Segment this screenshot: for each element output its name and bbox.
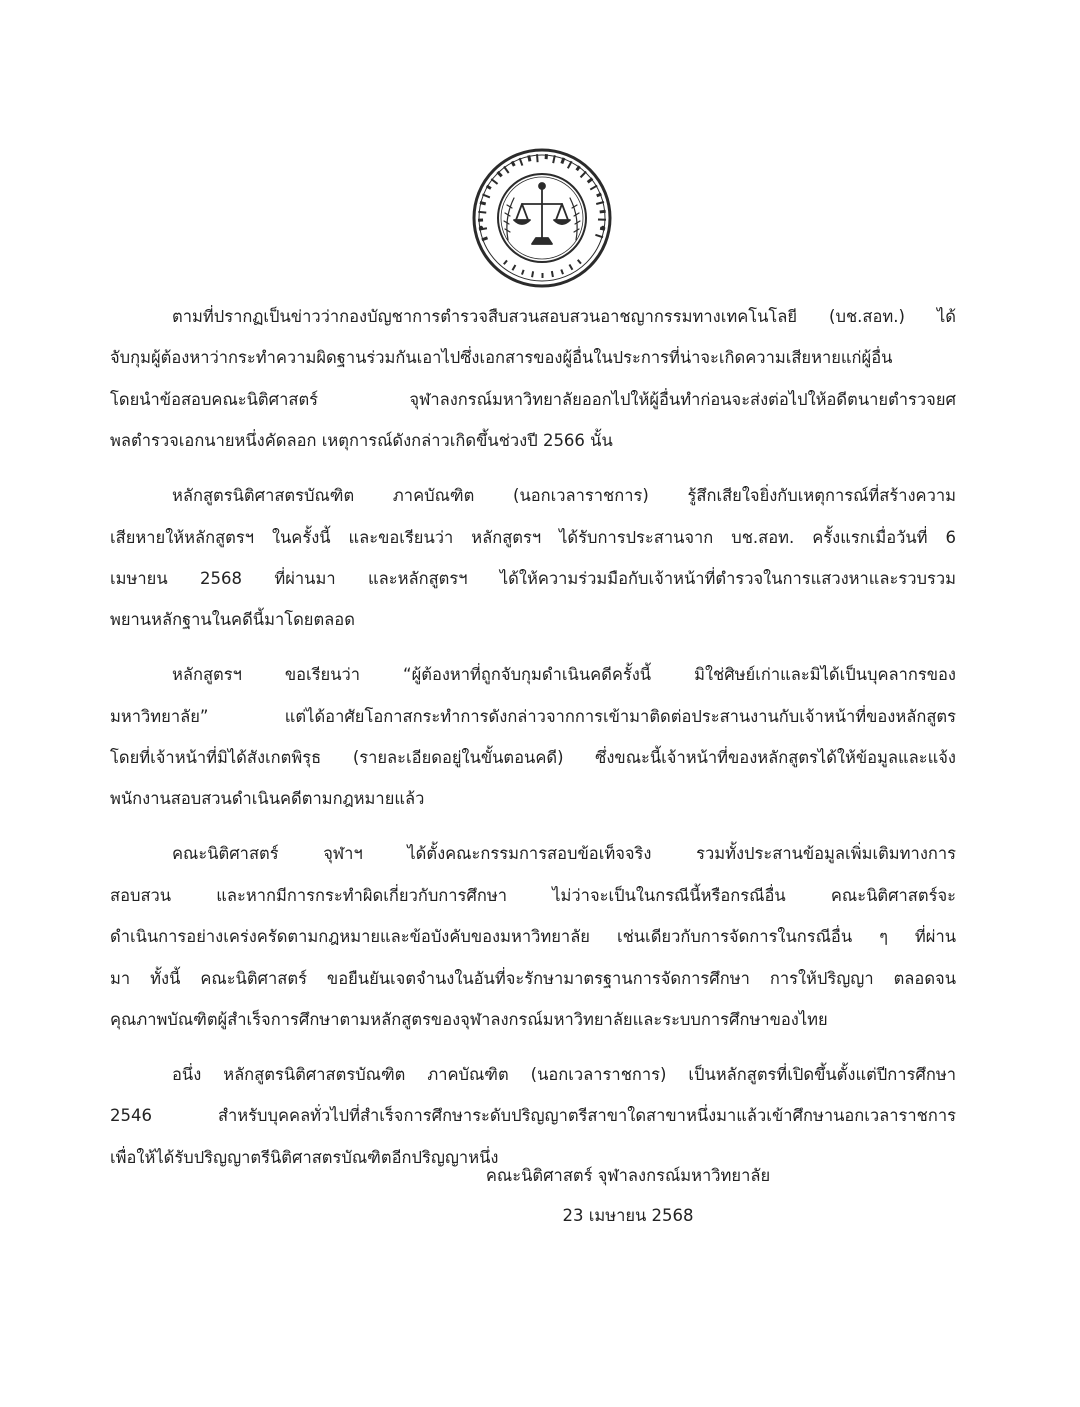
scales-of-justice-icon: [504, 183, 580, 244]
body-line: คณะนิติศาสตร์ จุฬาฯ ได้ตั้งคณะกรรมการสอบข้อเท็จจริง รวมทั้งประสานข้อมูลเพิ่มเติมทางการ: [172, 844, 956, 864]
signature-organization: คณะนิติศาสตร์ จุฬาลงกรณ์มหาวิทยาลัย: [485, 1166, 771, 1185]
body-line: เมษายน 2568 ที่ผ่านมา และหลักสูตรฯ ได้ให้ความร่วมมือกับเจ้าหน้าที่ตำรวจในการแสวงหาและรวบรวม: [110, 568, 956, 588]
signature-block: [420, 1156, 836, 1236]
signature-date: 23 เมษายน 2568: [562, 1206, 694, 1225]
body-line: โดยที่เจ้าหน้าที่มิได้สังเกตพิรุธ (รายละเอียดอยู่ในขั้นตอนคดี) ซึ่งขณะนี้เจ้าหน้าที่ของหลักสูตรได้ให้ข้อมูลและแจ้ง: [110, 748, 956, 768]
faculty-seal-emblem: [470, 146, 614, 290]
body-line: คุณภาพบัณฑิตผู้สำเร็จการศึกษาตามหลักสูตรของจุฬาลงกรณ์มหาวิทยาลัยและระบบการศึกษาของไทย: [110, 1010, 828, 1030]
body-line: พลตำรวจเอกนายหนึ่งคัดลอก เหตุการณ์ดังกล่าวเกิดขึ้นช่วงปี 2566 นั้น: [110, 431, 613, 451]
body-line: ดำเนินการอย่างเคร่งครัดตามกฎหมายและข้อบังคับของมหาวิทยาลัย เช่นเดียวกับการจัดการในกรณีอื่น ๆ ที่ผ่าน: [110, 927, 956, 947]
body-line: หลักสูตรนิติศาสตรบัณฑิต ภาคบัณฑิต (นอกเวลาราชการ) รู้สึกเสียใจยิ่งกับเหตุการณ์ที่สร้างความ: [172, 486, 956, 506]
body-line: พนักงานสอบสวนดำเนินคดีตามกฎหมายแล้ว: [110, 789, 425, 809]
paragraph-faculty-action: [110, 833, 956, 1040]
body-line: เพื่อให้ได้รับปริญญาตรีนิติศาสตรบัณฑิตอีกปริญญาหนึ่ง: [110, 1147, 499, 1167]
body-line: จับกุมผู้ต้องหาว่ากระทำความผิดฐานร่วมกันเอาไปซึ่งเอกสารของผู้อื่นในประการที่น่าจะเกิดความเสียหายแก่ผู้อื่น: [110, 348, 893, 368]
paragraph-suspect-status: [110, 654, 956, 820]
body-line: พยานหลักฐานในคดีนี้มาโดยตลอด: [110, 610, 355, 630]
faculty-seal: [470, 146, 614, 290]
body-line: สอบสวน และหากมีการกระทำผิดเกี่ยวกับการศึกษา ไม่ว่าจะเป็นในกรณีนี้หรือกรณีอื่น คณะนิติศาสตร์จะ: [110, 885, 956, 905]
body-line: เสียหายให้หลักสูตรฯ ในครั้งนี้ และขอเรียนว่า หลักสูตรฯ ได้รับการประสานจาก บช.สอท. ครั้งแรกเมื่อวันที่ 6: [110, 527, 956, 547]
paragraph-program-statement: [110, 475, 956, 641]
body-line: 2546 สำหรับบุคคลทั่วไปที่สำเร็จการศึกษาระดับปริญญาตรีสาขาใดสาขาหนึ่งมาแล้วเข้าศึกษานอกเวลาราชการ: [110, 1106, 956, 1126]
body-line: หลักสูตรฯ ขอเรียนว่า “ผู้ต้องหาที่ถูกจับกุมดำเนินคดีครั้งนี้ มิใช่ศิษย์เก่าและมิได้เป็นบุคลากรของ: [172, 665, 956, 685]
body-line: โดยนำข้อสอบคณะนิติศาสตร์ จุฬาลงกรณ์มหาวิทยาลัยออกไปให้ผู้อื่นทำก่อนจะส่งต่อไปให้อดีตนายตำรวจยศ: [110, 389, 956, 409]
body-line: อนึ่ง หลักสูตรนิติศาสตรบัณฑิต ภาคบัณฑิต (นอกเวลาราชการ) เป็นหลักสูตรที่เปิดขึ้นตั้งแต่ปีการศึกษา: [172, 1065, 956, 1085]
paragraph-arrest-news: [110, 296, 956, 462]
letter-body: [110, 296, 956, 1192]
body-line: มหาวิทยาลัย” แต่ได้อาศัยโอกาสกระทำการดังกล่าวจากการเข้ามาติดต่อประสานงานกับเจ้าหน้าที่ของหลักสูตร: [110, 706, 956, 726]
body-line: มา ทั้งนี้ คณะนิติศาสตร์ ขอยืนยันเจตจำนงในอันที่จะรักษามาตรฐานการจัดการศึกษา การให้ปริญญา ตลอดจน: [110, 968, 956, 988]
body-line: ตามที่ปรากฏเป็นข่าวว่ากองบัญชาการตำรวจสืบสวนสอบสวนอาชญากรรมทางเทคโนโลยี (บช.สอท.) ได้: [172, 307, 956, 326]
